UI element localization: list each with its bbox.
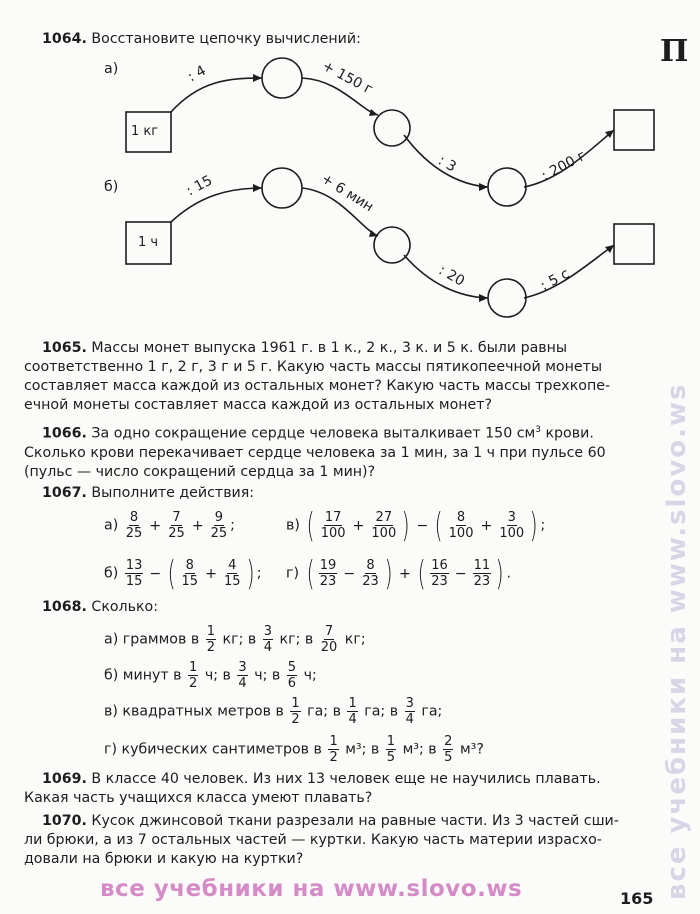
- problem-1066: [24, 421, 660, 482]
- fraction: $\frac{27}{100}$: [371, 510, 397, 541]
- side-watermark: все учебники на www.slovo.ws: [662, 382, 692, 900]
- text-line: (пульс — число сокращений сердца за 1 мин)?: [24, 463, 376, 480]
- fraction: $\frac{13}{15}$: [125, 558, 143, 589]
- problem-1067-heading: [42, 484, 254, 503]
- expr-1067-a: а) $\frac{8}{25}$ + $\frac{7}{25}$ + $\frac{9}{25}$ ;: [104, 510, 235, 541]
- fraction: $\frac{4}{15}$: [223, 558, 241, 589]
- expr-label: в): [286, 517, 300, 534]
- chain-b-op-2: + 6 мин: [318, 170, 377, 216]
- text-line: Какая часть учащихся класса умеют плавать?: [24, 790, 373, 806]
- problem-1069: [24, 770, 660, 808]
- chain-a-op-2: + 150 г: [319, 58, 376, 98]
- problem-number: 1068.: [42, 599, 87, 615]
- chain-b-start-value: 1 ч: [138, 235, 159, 250]
- chain-a-circle-3: [488, 168, 526, 206]
- expr-1068-b: б) минут в $\frac{1}{2}$ ч; в $\frac{3}{4}$ ч; в $\frac{5}{6}$ ч;: [104, 660, 317, 691]
- chain-a-op-1: : 4: [185, 62, 209, 86]
- text-line-end: крови.: [540, 425, 594, 442]
- problem-number: 1065.: [42, 340, 87, 356]
- chain-a-op-3: : 3: [435, 152, 459, 176]
- text-line: В классе 40 человек. Из них 13 человек еще не научились плавать.: [91, 771, 601, 787]
- expr-label: г): [286, 565, 299, 582]
- text-line: соответственно 1 г, 2 г, 3 г и 5 г. Какую часть массы пятикопеечной монеты: [24, 359, 603, 375]
- fraction: $\frac{3}{100}$: [499, 510, 525, 541]
- fraction: $\frac{8}{23}$: [362, 558, 379, 589]
- chain-a-circle-1: [262, 58, 302, 98]
- calculation-chain-diagram: [0, 0, 700, 330]
- expr-1068-g: г) кубических сантиметров в $\frac{1}{2}$ м³; в $\frac{1}{5}$ м³; в $\frac{2}{5}$ м³?: [104, 734, 484, 765]
- problem-1065: [24, 339, 660, 415]
- text-line: Сколько крови перекачивает сердце человека за 1 мин, за 1 ч при пульсе 60: [24, 444, 606, 461]
- chain-a-end-box: [614, 110, 654, 150]
- text-line: довали на брюки и какую на куртки?: [24, 851, 304, 867]
- fraction: $\frac{17}{100}$: [320, 510, 346, 541]
- chain-b-arrow-1: [171, 188, 262, 222]
- chain-a-circle-2: [374, 110, 410, 146]
- problem-text: Восстановите цепочку вычислений:: [91, 31, 361, 47]
- chain-a-op-4: : 200 г: [539, 147, 589, 185]
- expr-1067-g: г) ( $\frac{19}{23}$ − $\frac{8}{23}$ ) + ( $\frac{16}{23}$ − $\frac{11}{23}$ ) .: [286, 553, 511, 594]
- text-line: ечной монеты составляет масса каждой из остальных монет?: [24, 397, 493, 413]
- fraction: $\frac{16}{23}$: [431, 558, 448, 589]
- expr-1068-a: а) граммов в $\frac{1}{2}$ кг; в $\frac{3}{4}$ кг; в $\frac{7}{20}$ кг;: [104, 624, 366, 655]
- chain-b-circle-3: [488, 279, 526, 317]
- text-line: Кусок джинсовой ткани разрезали на равные части. Из 3 частей сши-: [91, 813, 619, 829]
- problem-number: 1070.: [42, 813, 87, 829]
- section-mark: П: [660, 34, 689, 69]
- chain-b-end-box: [614, 224, 654, 264]
- fraction: $\frac{11}{23}$: [473, 558, 491, 589]
- fraction: $\frac{9}{25}$: [210, 510, 228, 541]
- chain-a-label: а): [104, 61, 119, 77]
- expr-1067-v: в) ( $\frac{17}{100}$ + $\frac{27}{100}$ ) − ( $\frac{8}{100}$ + $\frac{3}{100}$ ) ;: [286, 505, 546, 546]
- text-line: Массы монет выпуска 1961 г. в 1 к., 2 к., 3 к. и 5 к. были равны: [91, 340, 568, 356]
- chain-b-op-3: : 20: [435, 262, 468, 290]
- chain-b-circle-2: [374, 227, 410, 263]
- problem-1070: [24, 812, 660, 869]
- chain-b-label: б): [104, 179, 119, 195]
- problem-number: 1064.: [42, 31, 87, 47]
- fraction: $\frac{7}{25}$: [168, 510, 185, 541]
- fraction: $\frac{8}{25}$: [125, 510, 143, 541]
- chain-b-circle-1: [262, 168, 302, 208]
- chain-b-op-1: : 15: [183, 172, 216, 200]
- text-line: За одно сокращение сердце человека выталкивает 150 см: [91, 425, 536, 442]
- fraction: $\frac{19}{23}$: [319, 558, 337, 589]
- chain-a-arrow-1: [171, 78, 262, 112]
- problem-text: Выполните действия:: [91, 485, 255, 501]
- text-line: составляет масса каждой из остальных монет? Какую часть массы трехкопе-: [24, 378, 611, 394]
- expr-label: а): [104, 517, 119, 534]
- text-line: ли брюки, а из 7 остальных частей — куртки. Какую часть материи израсхо-: [24, 832, 602, 848]
- expr-1068-v: в) квадратных метров в $\frac{1}{2}$ га; в $\frac{1}{4}$ га; в $\frac{3}{4}$ га;: [104, 696, 443, 727]
- footer-watermark: все учебники на www.slovo.ws: [100, 876, 523, 902]
- chain-b-op-4: : 5 с: [538, 265, 573, 295]
- expr-label: б): [104, 565, 119, 582]
- fraction: $\frac{8}{100}$: [448, 510, 474, 541]
- expr-1067-b: б) $\frac{13}{15}$ − ( $\frac{8}{15}$ + $\frac{4}{15}$ ) ;: [104, 553, 262, 594]
- problem-1068-heading: [42, 598, 158, 617]
- fraction: $\frac{8}{15}$: [181, 558, 199, 589]
- problem-number: 1066.: [42, 425, 87, 442]
- chain-a-start-value: 1 кг: [131, 124, 159, 139]
- problem-number: 1067.: [42, 485, 87, 501]
- problem-text: Сколько:: [91, 599, 159, 615]
- problem-number: 1069.: [42, 771, 87, 787]
- page-number: 165: [620, 889, 654, 908]
- superscript: 3: [535, 425, 541, 435]
- chain-b-arrow-4: [524, 245, 614, 298]
